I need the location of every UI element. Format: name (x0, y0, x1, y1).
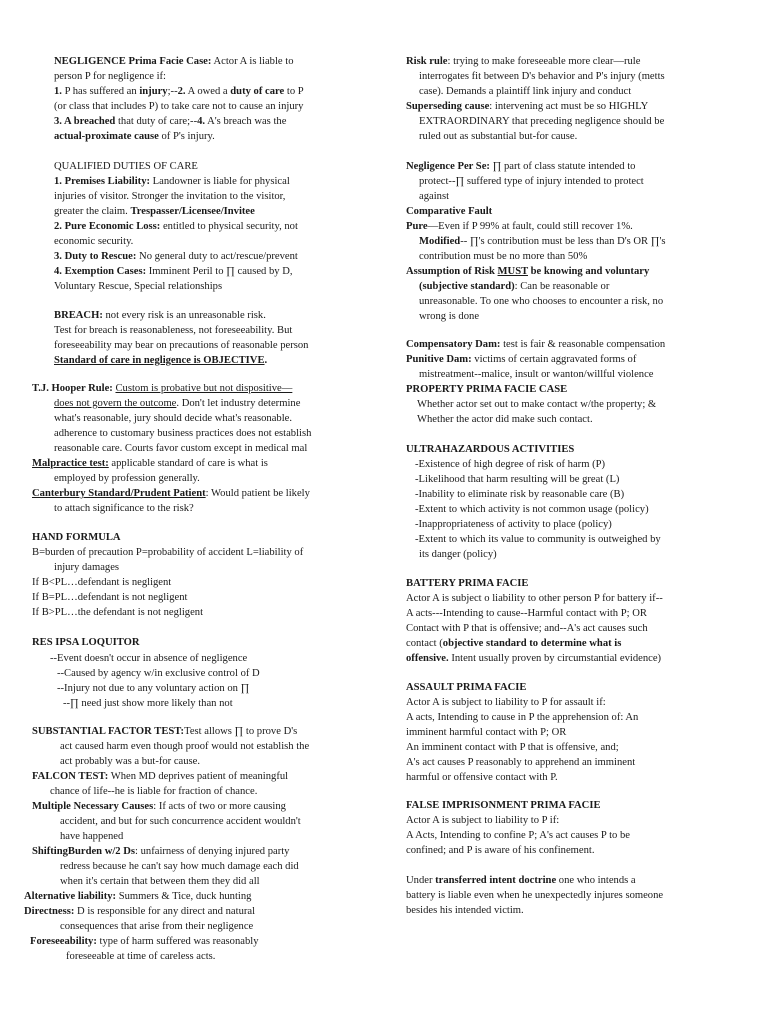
false-imprisonment-line-2: A Acts, Intending to confine P; A's act causes P to be (406, 830, 630, 841)
causation-line-9: ShiftingBurden w/2 Ds: unfairness of denying injured party (32, 846, 290, 857)
nps-line-6: Modified-- ∏'s contribution must be less than D's OR ∏'s (419, 236, 666, 247)
nps-line-8: Assumption of Risk MUST be knowing and voluntary (406, 266, 650, 277)
causation-line-11: when it's certain that between them they did all (60, 876, 260, 887)
hand-line-2: injury damages (54, 562, 120, 573)
list-item: -Extent to which activity is not common usage (policy) (415, 504, 649, 515)
qualified-line-7: 4. Exemption Cases: Imminent Peril to ∏ caused by D, (54, 266, 293, 277)
battery-line-4: contact (objective standard to determine what is (406, 638, 622, 649)
causation-line-14: consequences that arise from their negligence (60, 921, 254, 932)
assault-line-1: Actor A is subject to liability to P for assault if: (406, 697, 606, 708)
causation-line-6: Multiple Necessary Causes: If acts of two or more causing (32, 801, 286, 812)
causation-line-13: Directness: D is responsible for any direct and natural (24, 906, 256, 917)
list-item: -Inappropriateness of activity to place (policy) (415, 519, 612, 530)
list-item: -Likelihood that harm resulting will be great (L) (415, 474, 620, 485)
negligence-line-6: actual-proximate cause of P's injury. (54, 131, 215, 142)
qualified-line-5: economic security. (54, 236, 134, 247)
res-ipsa-line-1: --Event doesn't occur in absence of negligence (50, 653, 248, 664)
transferred-line-2: battery is liable even when he unexpectedly injures someone (406, 890, 664, 901)
hooper-line-8: Canterbury Standard/Prudent Patient: Would patient be likely (32, 488, 310, 499)
risk-line-6: ruled out as substantial but-for cause. (419, 131, 578, 142)
damages-line-1: Compensatory Dam: test is fair & reasonable compensation (406, 339, 666, 350)
assault-line-4: An imminent contact with P that is offensive, and; (406, 742, 619, 753)
negligence-line-3: 1. P has suffered an injury;--2. A owed a duty of care to P (54, 86, 304, 97)
battery-line-3: Contact with P that is offensive; and--A's act causes such (406, 623, 648, 634)
false-imprisonment-line-3: confined; and P is aware of his confinement. (406, 845, 595, 856)
nps-line-7: contribution must be no more than 50% (419, 251, 588, 262)
causation-line-8: have happened (60, 831, 124, 842)
res-ipsa-line-2: --Caused by agency w/in exclusive control of D (57, 668, 260, 679)
property-line-1: Whether actor set out to make contact w/the property; & (417, 399, 657, 410)
false-imprisonment-line-1: Actor A is subject to liability to P if: (406, 815, 560, 826)
breach-line-1: BREACH: not every risk is an unreasonable risk. (54, 310, 266, 321)
breach-line-3: foreseeability may bear on precautions of reasonable person (54, 340, 309, 351)
hooper-line-6: Malpractice test: applicable standard of care is what is (32, 458, 268, 469)
causation-line-3: act probably was a but-for cause. (60, 756, 201, 767)
assault-line-5: A's act causes P reasonably to apprehend an imminent (406, 757, 636, 768)
hooper-line-4: adherence to customary business practices does not establish (54, 428, 312, 439)
negligence-line-4: (or class that includes P) to take care not to cause an injury (54, 101, 304, 112)
breach-line-4: Standard of care in negligence is OBJECTIVE. (54, 355, 268, 366)
qualified-line-3: greater the claim. Trespasser/Licensee/Invitee (54, 206, 255, 217)
hooper-line-3: what's reasonable, jury should decide what's reasonable. (54, 413, 292, 424)
nps-line-1: Negligence Per Se: ∏ part of class statute intended to (406, 161, 636, 172)
hooper-line-2: does not govern the outcome. Don't let industry determine (54, 398, 301, 409)
causation-line-2: act caused harm even though proof would not establish the (60, 741, 310, 752)
list-item: -Extent to which its value to community is outweighed by (415, 534, 661, 545)
transferred-line-1: Under transferred intent doctrine one who intends a (406, 875, 636, 886)
list-item: its danger (policy) (419, 549, 497, 560)
qualified-duties-heading: QUALIFIED DUTIES OF CARE (54, 161, 198, 172)
damages-line-2: Punitive Dam: victims of certain aggravated forms of (406, 354, 637, 365)
qualified-line-4: 2. Pure Economic Loss: entitled to physical security, not (54, 221, 298, 232)
battery-line-1: Actor A is subject o liability to other person P for battery if-- (406, 593, 663, 604)
hand-line-1: B=burden of precaution P=probability of accident L=liability of (32, 547, 304, 558)
assault-line-3: imminent harmful contact with P; OR (406, 727, 567, 738)
hand-line-4: If B=PL…defendant is not negligent (32, 592, 188, 603)
hooper-line-1: T.J. Hooper Rule: Custom is probative but not dispositive— (32, 383, 293, 394)
nps-line-9: (subjective standard): Can be reasonable or (419, 281, 610, 292)
hand-formula-heading: HAND FORMULA (32, 532, 121, 543)
hand-line-3: If B<PL…defendant is negligent (32, 577, 172, 588)
risk-line-2: interrogates fit between D's behavior and P's injury (metts (419, 71, 665, 82)
nps-line-11: wrong is done (419, 311, 480, 322)
causation-line-15: Foreseeability: type of harm suffered was reasonably (30, 936, 259, 947)
ultrahazardous-heading: ULTRAHAZARDOUS ACTIVITIES (406, 444, 575, 455)
property-line-2: Whether the actor did make such contact. (417, 414, 593, 425)
causation-line-4: FALCON TEST: When MD deprives patient of meaningful (32, 771, 289, 782)
list-item: -Existence of high degree of risk of harm (P) (415, 459, 606, 470)
risk-line-3: case). Demands a plaintiff link injury and conduct (419, 86, 632, 97)
breach-heading: BREACH: (54, 310, 103, 321)
hand-line-5: If B>PL…the defendant is not negligent (32, 607, 204, 618)
battery-heading: BATTERY PRIMA FACIE (406, 578, 529, 589)
false-imprisonment-heading: FALSE IMPRISONMENT PRIMA FACIE (406, 800, 601, 811)
nps-line-3: against (419, 191, 450, 202)
assault-heading: ASSAULT PRIMA FACIE (406, 682, 527, 693)
risk-line-5: EXTRAORDINARY that preceding negligence should be (419, 116, 665, 127)
assault-line-2: A acts, Intending to cause in P the apprehension of: An (406, 712, 639, 723)
hooper-line-5: reasonable care. Courts favor custom except in medical mal (54, 443, 308, 454)
hooper-line-9: to attach significance to the risk? (54, 503, 194, 514)
nps-line-10: unreasonable. To one who chooses to encounter a risk, no (419, 296, 664, 307)
hooper-line-7: employed by profession generally. (54, 473, 200, 484)
qualified-line-1: 1. Premises Liability: Landowner is liable for physical (54, 176, 290, 187)
negligence-line-5: 3. A breached that duty of care;--4. A's breach was the (54, 116, 287, 127)
list-item: -Inability to eliminate risk by reasonable care (B) (415, 489, 625, 500)
risk-line-4: Superseding cause: intervening act must be so HIGHLY (406, 101, 649, 112)
qualified-line-6: 3. Duty to Rescue: No general duty to act/rescue/prevent (54, 251, 298, 262)
causation-line-1: SUBSTANTIAL FACTOR TEST:Test allows ∏ to prove D's (32, 726, 298, 737)
causation-line-16: foreseeable at time of careless acts. (66, 951, 216, 962)
nps-line-5: Pure—Even if P 99% at fault, could still recover 1%. (406, 221, 633, 232)
negligence-line-1: NEGLIGENCE Prima Facie Case: Actor A is liable to (54, 56, 294, 67)
res-ipsa-line-4: --∏ need just show more likely than not (63, 698, 233, 709)
causation-line-12: Alternative liability: Summers & Tice, duck hunting (24, 891, 252, 902)
negligence-line-2: person P for negligence if: (54, 71, 166, 82)
battery-line-2: A acts---Intending to cause--Harmful contact with P; OR (406, 608, 647, 619)
qualified-line-8: Voluntary Rescue, Special relationships (54, 281, 223, 292)
assault-line-6: harmful or offensive contact with P. (406, 772, 558, 783)
negligence-heading: NEGLIGENCE Prima Facie Case: (54, 56, 212, 67)
hooper-heading: T.J. Hooper Rule: (32, 383, 113, 394)
breach-line-2: Test for breach is reasonableness, not foreseeability. But (54, 325, 293, 336)
res-ipsa-line-3: --Injury not due to any voluntary action on ∏ (57, 683, 250, 694)
comparative-fault-heading: Comparative Fault (406, 206, 493, 217)
causation-line-7: accident, and but for such concurrence accident wouldn't (60, 816, 301, 827)
res-ipsa-heading: RES IPSA LOQUITOR (32, 637, 140, 648)
risk-line-1: Risk rule: trying to make foreseeable more clear—rule (406, 56, 641, 67)
nps-line-2: protect--∏ suffered type of injury intended to protect (419, 176, 644, 187)
transferred-line-3: besides his intended victim. (406, 905, 524, 916)
causation-line-5: chance of life--he is liable for fraction of chance. (50, 786, 258, 797)
damages-line-3: mistreatment--malice, insult or wanton/willful violence (419, 369, 654, 380)
causation-line-10: redress because he can't say how much damage each did (60, 861, 299, 872)
battery-line-5: offensive. Intent usually proven by circumstantial evidence) (406, 653, 662, 664)
qualified-line-2: injuries of visitor. Stronger the invitation to the visitor, (54, 191, 286, 202)
property-heading: PROPERTY PRIMA FACIE CASE (406, 384, 568, 395)
